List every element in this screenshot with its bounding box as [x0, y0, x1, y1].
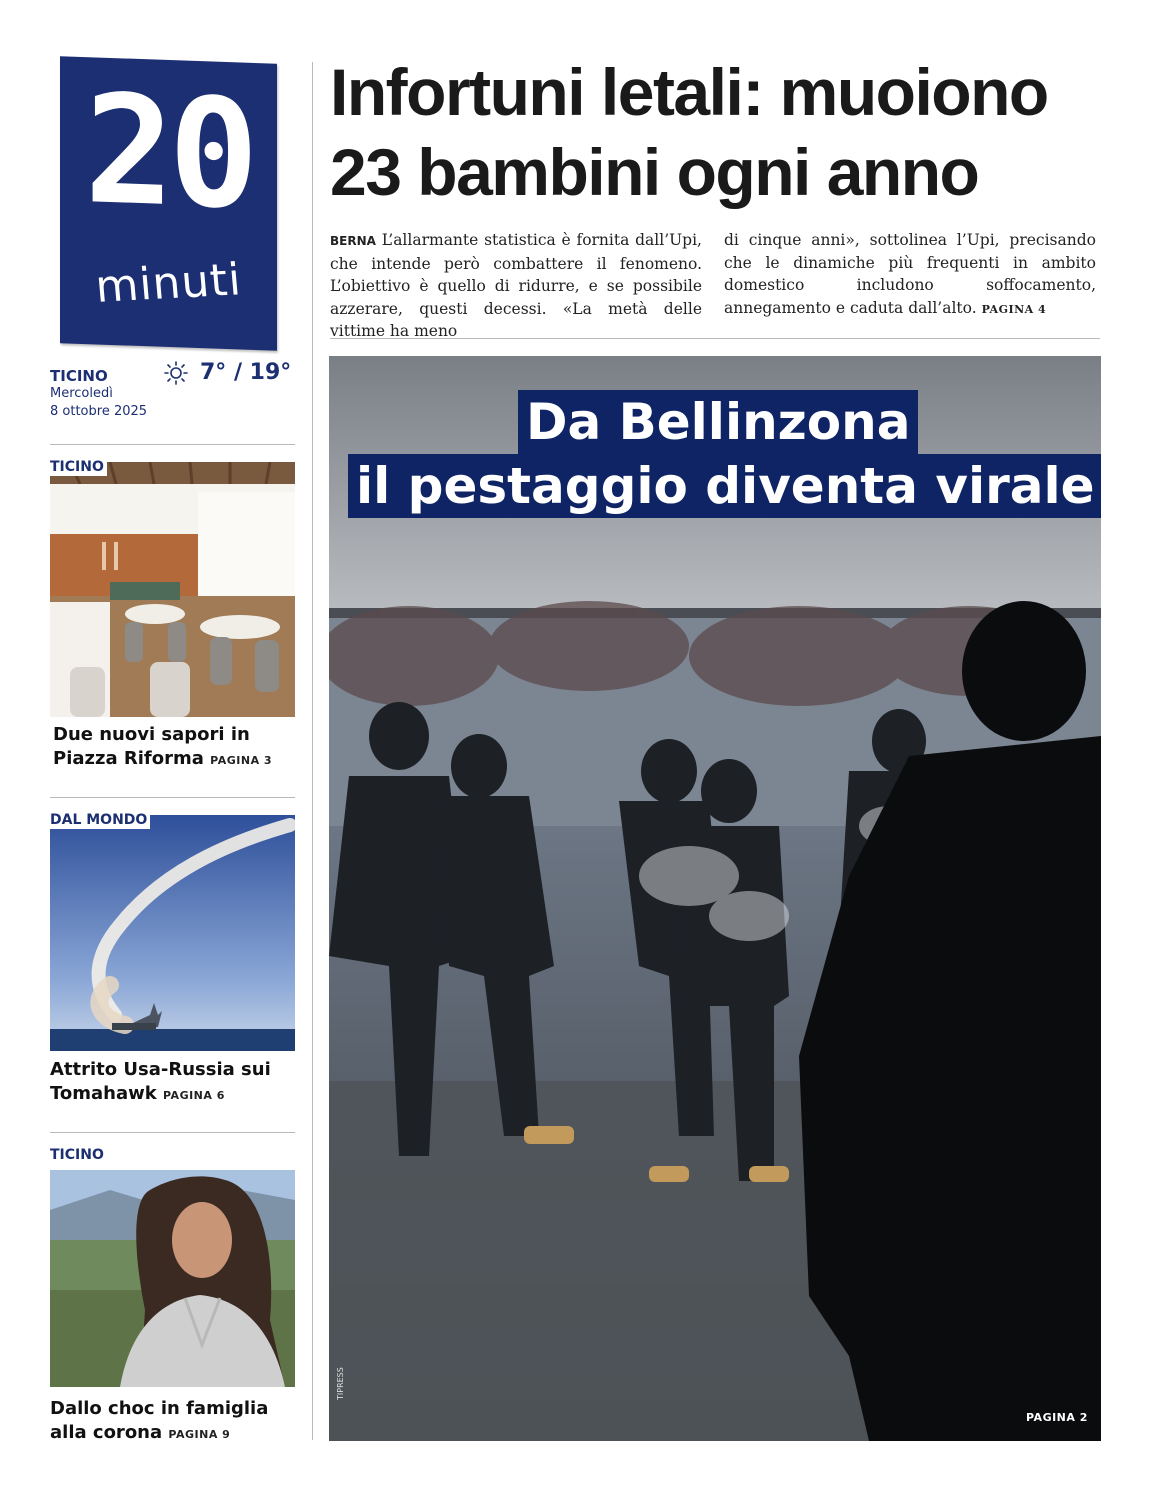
hero-image [329, 356, 1101, 1441]
page-reference: PAGINA 9 [168, 1428, 231, 1441]
hero-title-line: Da Bellinzona [518, 390, 918, 454]
dateline: BERNA [330, 234, 376, 248]
logo-number: 20 [84, 63, 253, 243]
lead-text: L’allarmante statistica è fornita dall’Upi, che intende però combattere il fenomeno. L’obiettivo è quello di ridurre, e se possibile azzerare, questi decessi. «La metà delle vittime ha meno [330, 231, 702, 340]
page-reference: PAGINA 6 [163, 1089, 225, 1102]
teaser-title-line: alla corona [50, 1422, 163, 1443]
sun-icon [163, 360, 189, 386]
teaser-image-missile[interactable] [50, 815, 295, 1051]
teaser-title-line: Attrito Usa-Russia sui [50, 1059, 271, 1080]
photo-credit: TIPRESS [336, 1367, 345, 1400]
lead-body-column-1 [330, 229, 702, 343]
hero-title[interactable] [348, 390, 1101, 518]
page-reference: PAGINA 3 [210, 754, 273, 767]
divider [50, 797, 295, 798]
logo-word: minuti [93, 254, 244, 313]
weather-region: TICINO [50, 367, 108, 385]
teaser-section-label: DAL MONDO [50, 811, 150, 829]
weather-day: Mercoledì [50, 386, 113, 401]
headline-line: Infortuni letali: muoiono [330, 55, 1048, 129]
teaser-title[interactable] [50, 1397, 295, 1447]
teaser-image-restaurant[interactable] [50, 462, 295, 717]
lead-text: di cinque anni», sottolinea l’Upi, precisando che le dinamiche più frequenti in ambito domestico includono soffocamento, annegamento e caduta dall’alto. [724, 231, 1096, 317]
weather-temperature: 7° / 19° [200, 360, 292, 385]
masthead-logo[interactable] [60, 56, 277, 351]
hero-photo[interactable] [329, 356, 1101, 1441]
headline-line: 23 bambini ogni anno [330, 135, 979, 209]
teaser-title-line: Due nuovi sapori in [53, 724, 250, 745]
lead-body-column-2 [724, 229, 1096, 321]
portrait-photo [50, 1170, 295, 1387]
lead-headline[interactable] [330, 52, 1130, 212]
divider [50, 444, 295, 445]
teaser-title-line: Tomahawk [50, 1083, 157, 1104]
teaser-title[interactable] [50, 1058, 295, 1108]
teaser-image-portrait[interactable] [50, 1170, 295, 1387]
teaser-title-line: Dallo choc in famiglia [50, 1398, 269, 1419]
teaser-title-line: Piazza Riforma [53, 748, 204, 769]
missile-photo [50, 815, 295, 1051]
weather-date: 8 ottobre 2025 [50, 404, 148, 419]
teaser-section-label: TICINO [50, 458, 107, 476]
divider [50, 1132, 295, 1133]
page-reference: PAGINA 2 [1026, 1411, 1088, 1424]
column-divider [312, 62, 313, 1440]
teaser-title[interactable] [53, 723, 295, 773]
teaser-section-label: TICINO [50, 1146, 107, 1164]
page-reference: PAGINA 4 [981, 302, 1047, 316]
restaurant-photo [50, 462, 295, 717]
hero-title-line: il pestaggio diventa virale [348, 454, 1101, 518]
